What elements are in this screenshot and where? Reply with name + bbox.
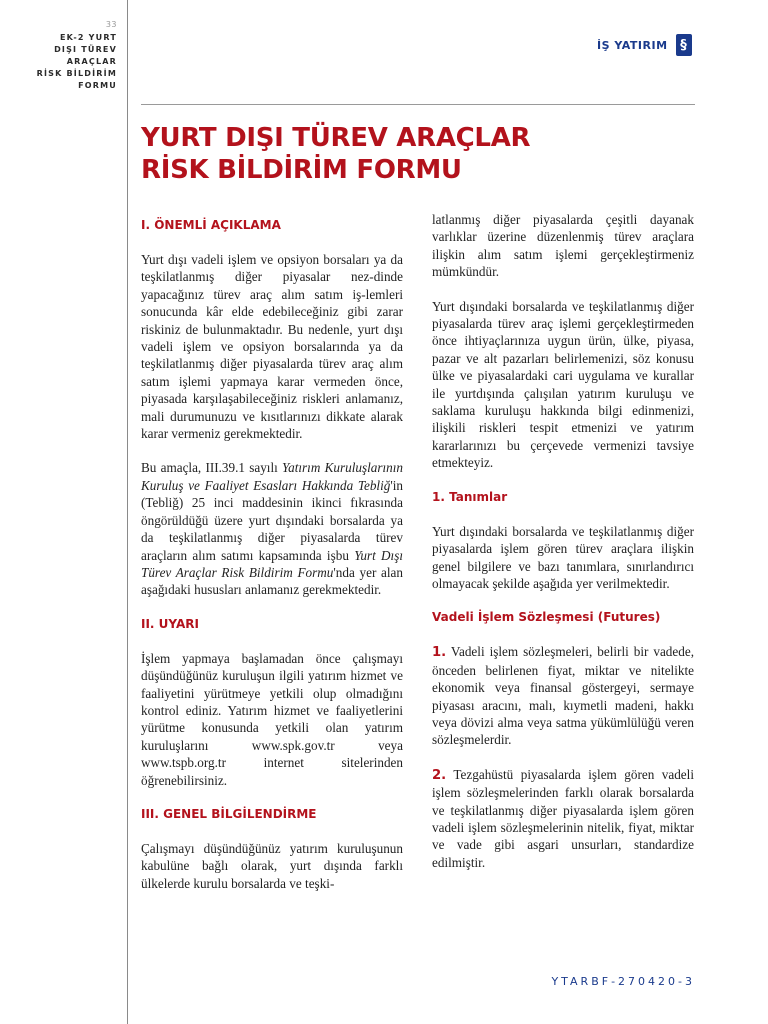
sidebar-title-line: DIŞI TÜREV (54, 45, 117, 54)
sidebar-title-line: FORMU (78, 81, 117, 90)
sidebar-divider (127, 0, 128, 1024)
paragraph: Yurt dışındaki borsalarda ve teşkilatlanmış diğer piyasalarda türev araç işlemi gerçekleştirmeden önce ihtiyaçlarınıza uygun ürün, ülke, piyasa, pazar ve alt pazarları belirlemenizi, söz konusu ülke ve piyasalardaki cari uygulama ve kurallar ile yurtdışında çalışılan yatırım kuruluşu ve saklama kuruluşu hakkında bilgi edinmenizi, ilişkili riskleri tespit etmenizi ve yatırım kararlarınızı bu çerçevede vermenizi tavsiye etmekteyiz. (432, 298, 694, 471)
subheading-futures: Vadeli İşlem Sözleşmesi (Futures) (432, 610, 661, 625)
title-line: YURT DIŞI TÜREV ARAÇLAR (141, 123, 531, 153)
text-run: Bu amaçla, III.39.1 sayılı (141, 460, 282, 476)
right-column (432, 211, 694, 888)
section-heading-important-notice: I. ÖNEMLİ AÇIKLAMA (141, 218, 281, 232)
title-line: RİSK BİLDİRİM FORMU (141, 155, 462, 185)
brand-logo (597, 34, 692, 56)
page-number: 33 (105, 20, 117, 29)
header-divider (141, 104, 695, 105)
item-text: Vadeli işlem sözleşmeleri, belirli bir vadede, önceden belirlenen fiyat, miktar ve nitelikte ekonomik veya finansal göstergeyi, sermaye piyasası aracını, malı, kıymetli madeni, hakkı veya dövizi alma veya satma yükümlülüğü veren sözleşmelerdir. (432, 644, 694, 748)
section-heading-definitions: 1. Tanımlar (432, 489, 508, 504)
paragraph-regulation (141, 459, 403, 598)
italic-form-name: Yurt Dışı Türev Araçlar Risk Bildirim Formu (141, 547, 404, 580)
item-number: 2. (432, 767, 447, 783)
section-heading-warning: II. UYARI (141, 616, 199, 631)
paragraph: Yurt dışındaki borsalarda ve teşkilatlanmış diğer piyasalarda işlem gören türev araçlara ilişkin genel bilgilere ve bazı tanımlara, sınırlandırıcı olmayacak şekilde aşağıda yer verilmektedir. (432, 523, 694, 591)
numbered-item (432, 766, 694, 871)
sidebar-title-line: RİSK BİLDİRİM (36, 69, 117, 78)
item-text: Tezgahüstü piyasalarda işlem gören vadeli işlem sözleşmelerinden farklı olarak borsalarda ve teşkilatlanmış diğer piyasalarda işlem gören vadeli işlem sözleşmelerinin nitelik, fiyat, miktar ve vade gibi asgari unsurları, standardize edilmiştir. (432, 766, 694, 870)
sidebar-meta (0, 20, 117, 92)
left-column (141, 211, 403, 909)
section-heading-general-info: III. GENEL BİLGİLENDİRME (141, 806, 317, 821)
numbered-item (432, 643, 694, 748)
paragraph: latlanmış diğer piyasalarda çeşitli dayanak varlıklar üzerine düzenlenmiş türev araçlara ilişkin alım satım işlemi gerçekleştirmeniz mümkündür. (432, 212, 694, 280)
paragraph: Çalışmayı düşündüğünüz yatırım kuruluşunun kabulüne bağlı olarak, yurt dışında farklı ülkelerde kurulu borsalarda ve teşki- (141, 840, 403, 891)
document-code: YTARBF-270420-3 (551, 975, 695, 988)
paragraph: Yurt dışı vadeli işlem ve opsiyon borsaları ya da teşkilatlanmış diğer piyasalar nez-dinde yapacağınız türev araç alım satım iş-lemleri sonucunda kâr elde edebileceğiniz gibi zarar riskiniz de bulunmaktadır. Bu nedenle, yurt dışı vadeli işlem ve opsiyon borsalarında ya da teşkilatlanmış diğer piyasalarda türev araç alım satım işlemi yapmaya karar vermeden önce, piyasada karşılaşabileceğiniz riskleri anlamanız, mali durumunuzu ve kısıtlarınızı dikkate alarak karar vermeniz gerekmektedir. (141, 252, 403, 442)
text-run: 'in (Tebliğ) 25 inci maddesinin ikinci fıkrasında öngörüldüğü üzere yurt dışındaki borsalarda ya da teşkilatlanmış diğer piyasalarda türev araçların alım satımı kapsamında işbu (141, 477, 403, 563)
item-number: 1. (432, 645, 447, 661)
sidebar-title-line: EK-2 YURT (60, 33, 117, 42)
text-run: 'nda yer alan aşağıdaki hususları anlamanız gerekmektedir. (141, 564, 403, 598)
paragraph-warning: İşlem yapmaya başlamadan önce çalışmayı düşündüğünüz kuruluşun ilgili yatırım hizmet ve faaliyetini yürütmeye yetkili olup olmadığını kontrol ediniz. Yatırım hizmet ve faaliyetlerini yürütme konusunda yetkili olan yatırım kuruluşlarını www.spk.gov.tr veya www.tspb.org.tr internet sitelerinden öğrenebilirsiniz. (141, 650, 403, 788)
logo-text: İŞ YATIRIM (597, 38, 668, 52)
page-title (141, 122, 701, 186)
is-bank-logo-icon: § (676, 34, 692, 56)
italic-regulation-name: Yatırım Kuruluşlarının Kuruluş ve Faaliyet Esasları Hakkında Tebliğ (141, 460, 403, 493)
sidebar-title-line: ARAÇLAR (66, 57, 117, 66)
